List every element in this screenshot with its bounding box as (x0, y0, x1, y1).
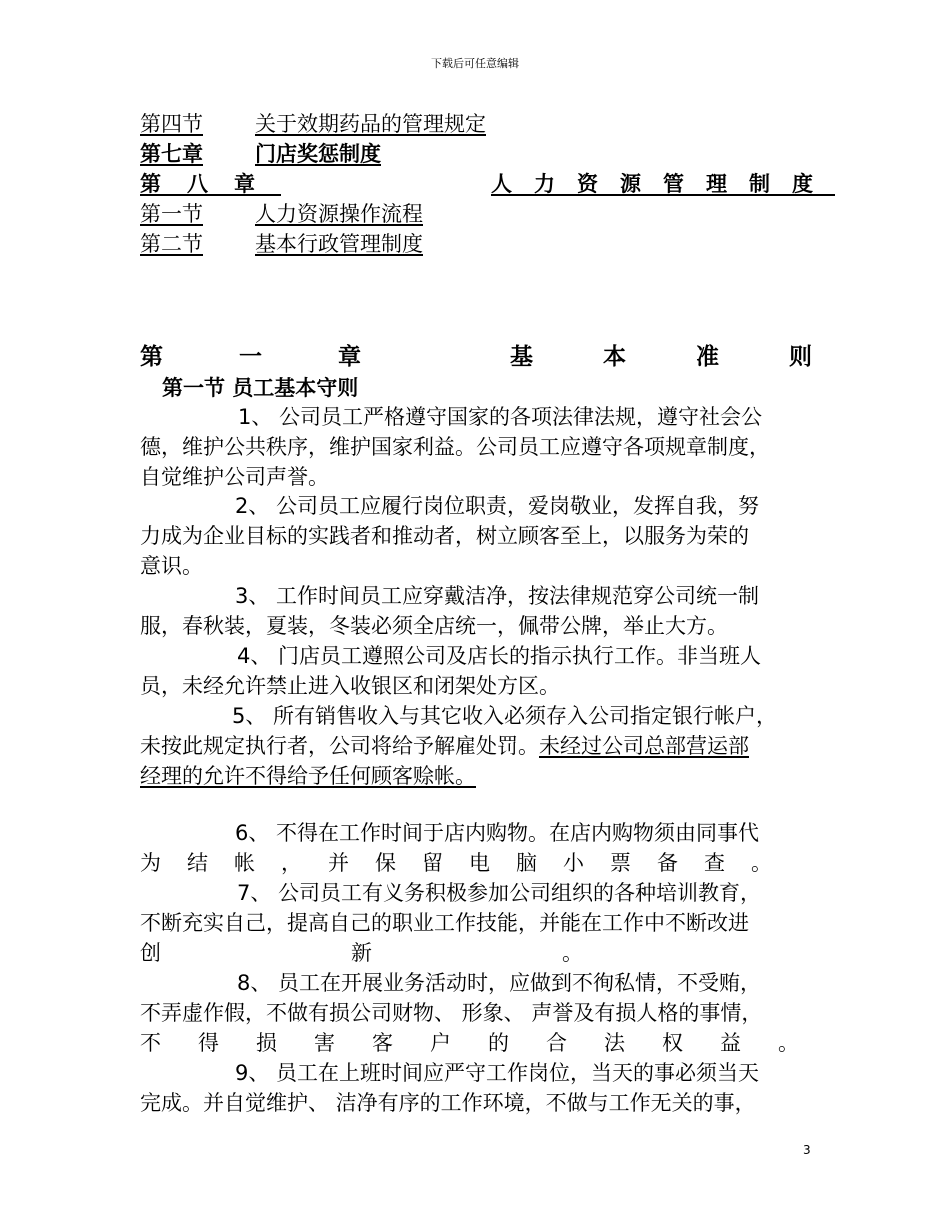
item-5-line-3 (140, 761, 810, 791)
item-8-line-1: 8、 员工在开展业务活动时，应做到不徇私情，不受贿， (237, 971, 762, 995)
toc-line-section-4[interactable] (140, 110, 486, 138)
item-2-line-3: 意识。 (140, 554, 203, 578)
item-5-line-3-underlined: 经理的允许不得给予任何顾客赊帐。 (140, 764, 476, 788)
toc-title: 人力资源管理制度 (491, 172, 835, 196)
item-4-line-2: 员，未经允许禁止进入收银区和闭架处方区。 (140, 674, 560, 698)
item-9-line-1: 9、 员工在上班时间应严守工作岗位，当天的事必须当天 (235, 1061, 760, 1085)
page-header: 下载后可任意编辑 (431, 57, 519, 70)
toc-number: 第七章 (140, 142, 203, 166)
toc-title: 人力资源操作流程 (255, 202, 423, 226)
item-5-line-1: 5、 所有销售收入与其它收入必须存入公司指定银行帐户， (232, 704, 778, 728)
item-5-line-2 (140, 731, 810, 761)
chapter-title: 基本准则 (510, 344, 882, 370)
item-2-line-2: 力成为企业目标的实践者和推动者，树立顾客至上，以服务为荣的 (140, 524, 749, 548)
item-1-line-1: 1、 公司员工严格遵守国家的各项法律法规，遵守社会公 (238, 405, 763, 429)
toc-title: 关于效期药品的管理规定 (255, 112, 486, 136)
item-6-line-2: 为结帐，并保留电脑小票备查。 (140, 851, 798, 875)
item-4-line-1: 4、 门店员工遵照公司及店长的指示执行工作。非当班人 (237, 644, 762, 668)
item-1-line-2: 德，维护公共秩序，维护国家利益。公司员工应遵守各项规章制度， (140, 435, 770, 459)
item-9-line-2: 完成。并自觉维护、 洁净有序的工作环境，不做与工作无关的事， (140, 1091, 756, 1115)
toc-number: 第一节 (140, 202, 203, 226)
toc-line-section-1[interactable] (140, 200, 423, 228)
item-6-line-1: 6、 不得在工作时间于店内购物。在店内购物须由同事代 (235, 821, 760, 845)
item-8-line-3: 不得损害客户的合法权益。 (140, 1031, 836, 1055)
chapter-heading (140, 342, 882, 372)
page-number: 3 (803, 1143, 811, 1157)
item-1-line-3: 自觉维护公司声誉。 (140, 465, 329, 489)
item-5-line-2-text: 未按此规定执行者，公司将给予解雇处罚。 (140, 734, 539, 758)
item-7-line-3: 创新。 (140, 941, 773, 965)
toc-title: 基本行政管理制度 (255, 232, 423, 256)
item-3-line-2: 服，春秋装，夏装，冬装必须全店统一，佩带公牌，举止大方。 (140, 614, 728, 638)
item-5-line-2-underlined: 未经过公司总部营运部 (539, 734, 749, 758)
item-7-line-1: 7、 公司员工有义务积极参加公司组织的各种培训教育， (237, 881, 762, 905)
toc-line-chapter-7[interactable] (140, 140, 381, 168)
chapter-number: 第一章 (140, 344, 437, 370)
toc-line-chapter-8[interactable] (140, 170, 835, 198)
section-heading: 第一节 员工基本守则 (162, 376, 359, 400)
toc-title: 门店奖惩制度 (255, 142, 381, 166)
item-7-line-2: 不断充实自己，提高自己的职业工作技能，并能在工作中不断改进 (140, 911, 749, 935)
item-8-line-2: 不弄虚作假，不做有损公司财物、 形象、 声誉及有损人格的事情， (140, 1001, 763, 1025)
item-2-line-1: 2、 公司员工应履行岗位职责，爱岗敬业，发挥自我，努 (235, 494, 760, 518)
toc-line-section-2[interactable] (140, 230, 423, 258)
toc-number: 第四节 (140, 112, 203, 136)
item-3-line-1: 3、 工作时间员工应穿戴洁净，按法律规范穿公司统一制 (235, 584, 760, 608)
toc-number: 第二节 (140, 232, 203, 256)
toc-number: 第八章 (140, 172, 281, 196)
